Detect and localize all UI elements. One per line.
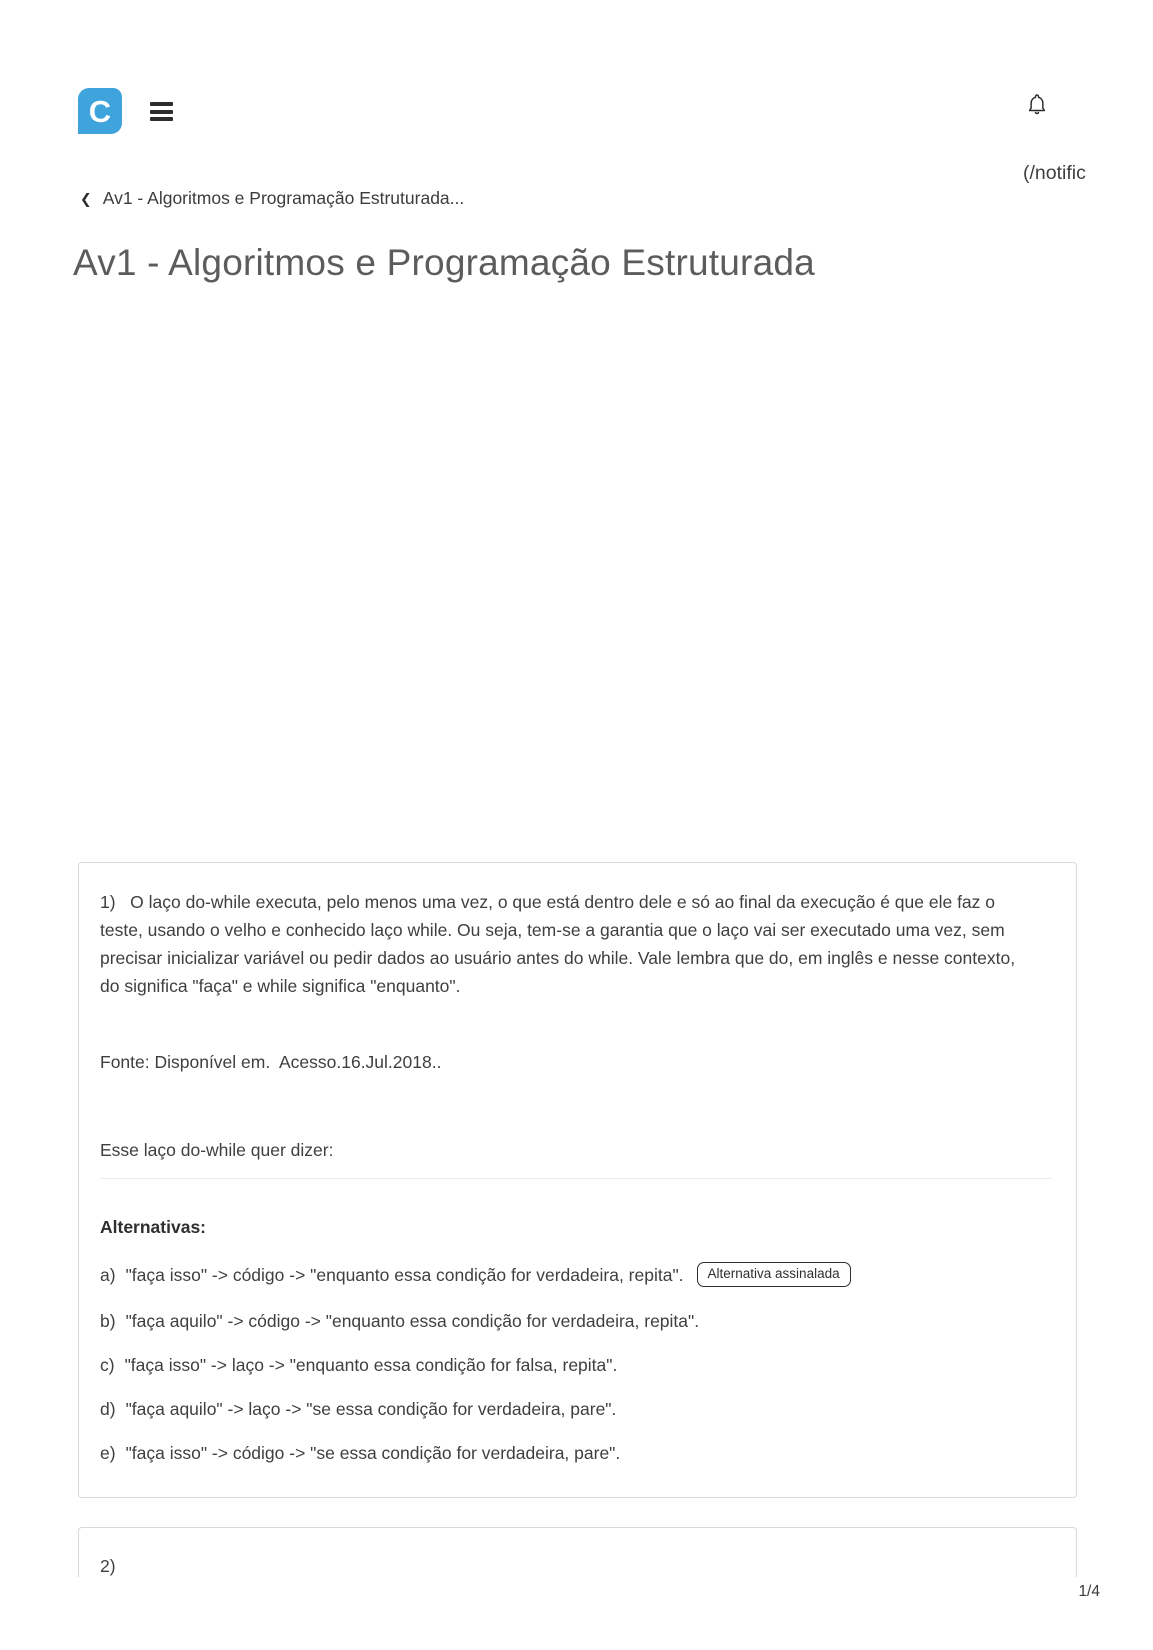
app-logo-letter: C: [88, 93, 112, 129]
chevron-left-icon: ❮: [80, 190, 92, 207]
option-text: "faça aquilo" -> código -> "enquanto essa condição for verdadeira, repita".: [125, 1311, 700, 1331]
alternative-option-a[interactable]: [100, 1263, 1052, 1290]
alternative-option-c[interactable]: [100, 1353, 1052, 1378]
alternative-option-b[interactable]: [100, 1309, 1052, 1334]
option-text: "faça isso" -> laço -> "enquanto essa condição for falsa, repita".: [124, 1355, 618, 1375]
option-letter: d): [100, 1399, 116, 1419]
hamburger-bar: [150, 117, 173, 121]
alternatives-list: [100, 1263, 1052, 1466]
question-2-card: [78, 1527, 1077, 1577]
alternative-option-d[interactable]: [100, 1397, 1052, 1422]
alternative-option-e[interactable]: [100, 1441, 1052, 1466]
option-text: "faça aquilo" -> laço -> "se essa condição for verdadeira, pare".: [125, 1399, 617, 1419]
divider: [100, 1178, 1052, 1179]
app-logo[interactable]: [78, 88, 122, 134]
hamburger-bar: [150, 110, 173, 114]
question-1-prompt: Esse laço do-while quer dizer:: [100, 1140, 334, 1160]
question-1-source: Fonte: Disponível em. Acesso.16.Jul.2018..: [100, 1052, 442, 1072]
question-2-number: 2): [100, 1556, 116, 1576]
hamburger-bar: [150, 102, 173, 106]
option-letter: c): [100, 1355, 115, 1375]
breadcrumb-label: Av1 - Algoritmos e Programação Estruturada...: [102, 188, 465, 208]
option-text: "faça isso" -> código -> "se essa condição for verdadeira, pare".: [125, 1443, 621, 1463]
notification-link-text: (/notific: [1023, 162, 1086, 184]
hamburger-menu-icon[interactable]: [150, 102, 173, 121]
page-title: Av1 - Algoritmos e Programação Estruturada: [73, 242, 815, 283]
breadcrumb-back[interactable]: [80, 186, 464, 210]
question-1-text: 1) O laço do-while executa, pelo menos uma vez, o que está dentro dele e só ao final da execução é que ele faz o teste, usando o velho e conhecido laço while. Ou seja, tem-se a garantia que o laço vai ser executado uma vez, sem precisar inicializar variável ou pedir dados ao usuário antes do while. Vale lembra que do, em inglês e nesse contexto, do significa "faça" e while significa "enquanto".: [100, 892, 1016, 996]
notifications-bell-icon[interactable]: [1026, 91, 1048, 118]
question-1-card: [78, 862, 1077, 1498]
selected-alternative-badge: Alternativa assinalada: [697, 1262, 851, 1287]
option-letter: b): [100, 1311, 116, 1331]
option-letter: e): [100, 1443, 116, 1463]
option-text: "faça isso" -> código -> "enquanto essa condição for verdadeira, repita".: [125, 1265, 684, 1285]
alternatives-label: Alternativas:: [100, 1217, 207, 1237]
option-letter: a): [100, 1265, 116, 1285]
page-indicator: 1/4: [1078, 1583, 1100, 1600]
